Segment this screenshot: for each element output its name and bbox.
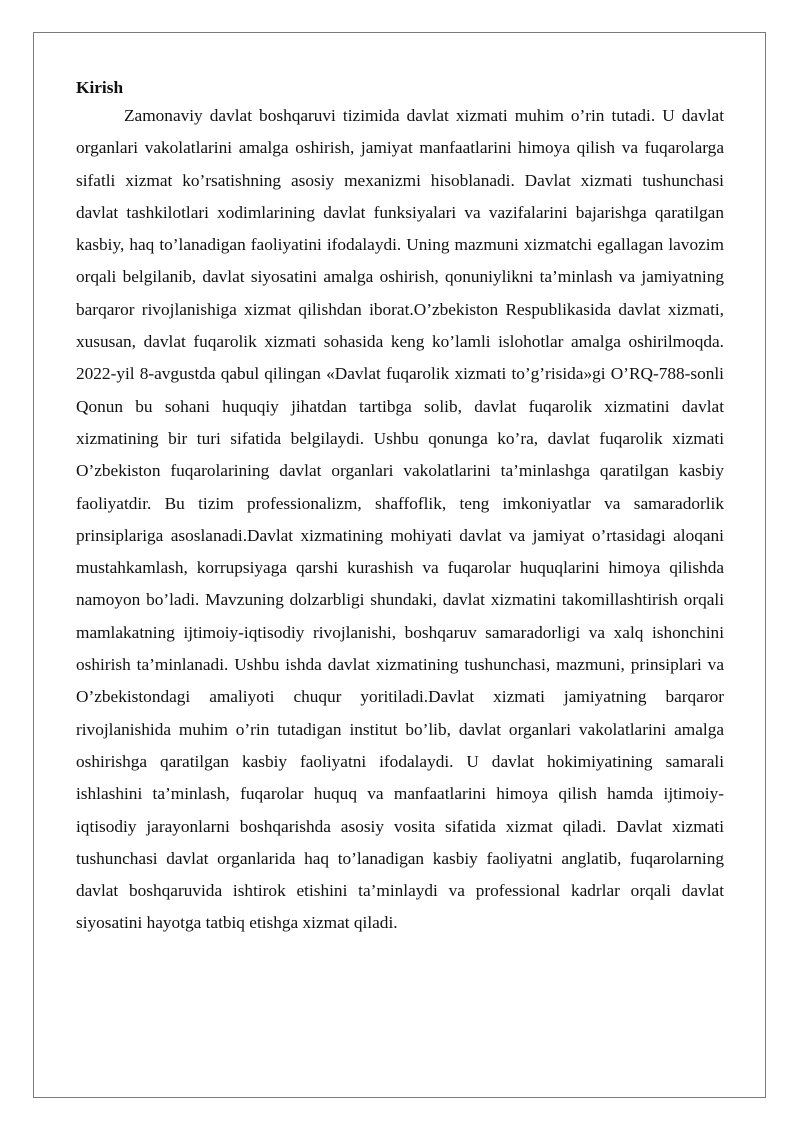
body-paragraph: Zamonaviy davlat boshqaruvi tizimida davlat xizmati muhim o’rin tutadi. U davlat organlari vakolatlarini amalga oshirish, jamiyat manfaatlarini himoya qilish va fuqarolarga sifatli xizmat ko’rsatishning asosiy mexanizmi hisoblanadi. Davlat xizmati tushunchasi davlat tashkilotlari xodimlarining davlat funksiyalari va vazifalarini bajarishga qaratilgan kasbiy, haq to’lanadigan faoliyatini ifodalaydi. Uning mazmuni xizmatchi egallagan lavozim orqali belgilanib, davlat siyosatini amalga oshirish, qonuniylikni ta’minlash va jamiyatning barqaror rivojlanishiga xizmat qilishdan iborat.O’zbekiston Respublikasida davlat xizmati, xususan, davlat fuqarolik xizmati sohasida keng ko’lamli islohotlar amalga oshirilmoqda. 2022-yil 8-avgustda qabul qilingan «Davlat fuqarolik xizmati to’g’risida»gi O’RQ-788-sonli Qonun bu sohani huquqiy jihatdan tartibga solib, davlat fuqarolik xizmatini davlat xizmatining bir turi sifatida belgilaydi. Ushbu qonunga ko’ra, davlat fuqarolik xizmati O’zbekiston fuqarolarining davlat organlari vakolatlarini ta’minlashga qaratilgan kasbiy faoliyatdir. Bu tizim professionalizm, shaffoflik, teng imkoniyatlar va samaradorlik prinsiplariga asoslanadi.Davlat xizmatining mohiyati davlat va jamiyat o’rtasidagi aloqani mustahkamlash, korrupsiyaga qarshi kurashish va fuqarolar huquqlarini himoya qilishda namoyon bo’ladi. Mavzuning dolzarbligi shundaki, davlat xizmatini takomillashtirish orqali mamlakatning ijtimoiy-iqtisodiy rivojlanishi, boshqaruv samaradorligi va xalq ishonchini oshirish ta’minlanadi. Ushbu ishda davlat xizmatining tushunchasi, mazmuni, prinsiplari va O’zbekistondagi amaliyoti chuqur yoritiladi.Davlat xizmati jamiyatning barqaror rivojlanishida muhim o’rin tutadigan institut bo’lib, davlat organlari vakolatlarini amalga oshirishga qaratilgan kasbiy faoliyatni ifodalaydi. U davlat hokimiyatining samarali ishlashini ta’minlash, fuqarolar huquq va manfaatlarini himoya qilish hamda ijtimoiy-iqtisodiy jarayonlarni boshqarishda asosiy vosita sifatida xizmat qiladi. Davlat xizmati tushunchasi davlat organlarida haq to’lanadigan kasbiy faoliyatni anglatib, fuqarolarning davlat boshqaruvida ishtirok etishini ta’minlaydi va professional kadrlar orqali davlat siyosatini hayotga tatbiq etishga xizmat qiladi. [76,106,724,933]
section-heading: Kirish [76,78,124,97]
document-content [76,76,724,940]
